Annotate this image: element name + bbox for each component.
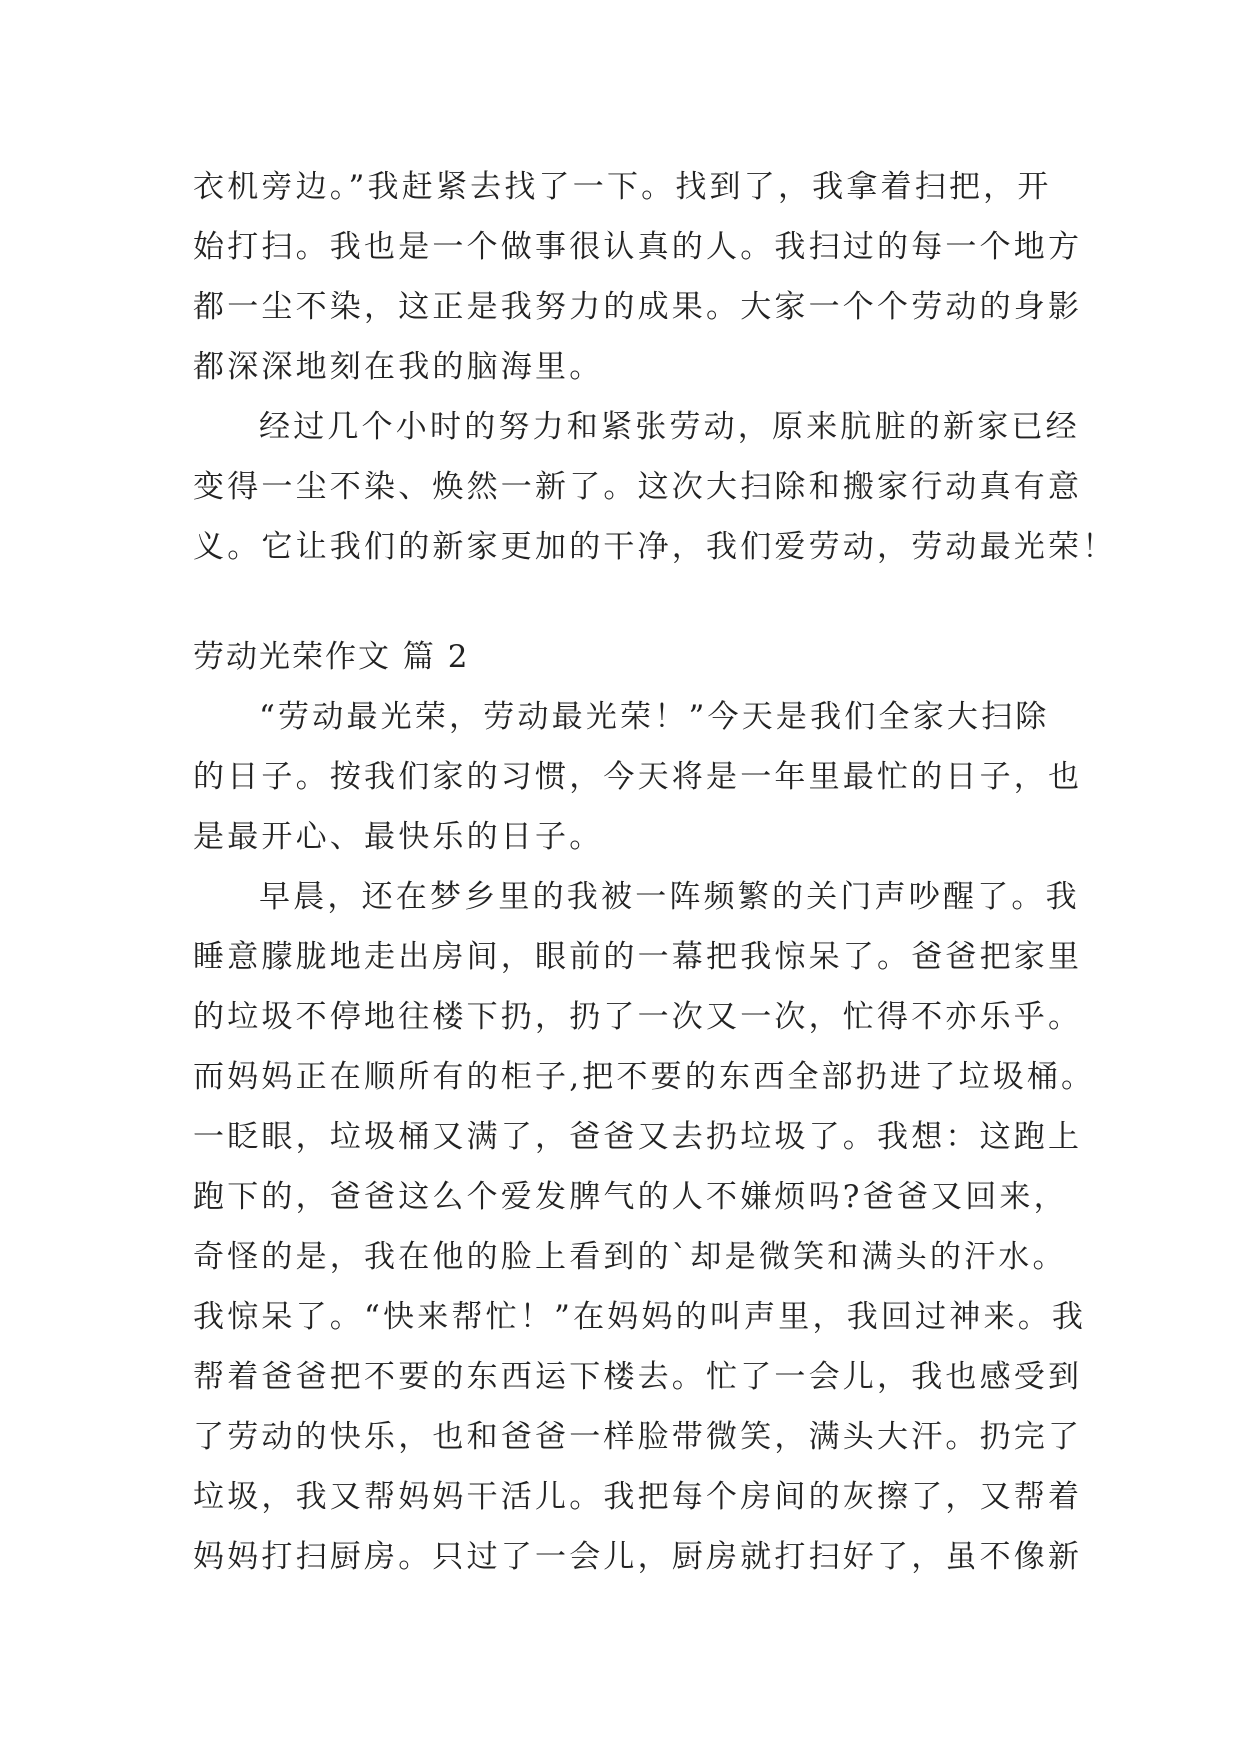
section-heading: 劳动光荣作文 篇 2 bbox=[193, 639, 470, 675]
paragraph-line: 垃圾，我又帮妈妈干活儿。我把每个房间的灰擦了，又帮着 bbox=[193, 1479, 1083, 1515]
paragraph-line: 一眨眼，垃圾桶又满了，爸爸又去扔垃圾了。我想：这跑上 bbox=[193, 1119, 1083, 1155]
paragraph-line: 妈妈打扫厨房。只过了一会儿，厨房就打扫好了，虽不像新 bbox=[193, 1539, 1083, 1575]
paragraph-line: 义。它让我们的新家更加的干净，我们爱劳动，劳动最光荣！ bbox=[193, 529, 1117, 565]
paragraph-line: 的垃圾不停地往楼下扔，扔了一次又一次，忙得不亦乐乎。 bbox=[193, 999, 1083, 1035]
paragraph-line: 跑下的，爸爸这么个爱发脾气的人不嫌烦吗?爸爸又回来， bbox=[193, 1179, 1068, 1215]
paragraph-line: 帮着爸爸把不要的东西运下楼去。忙了一会儿，我也感受到 bbox=[193, 1359, 1083, 1395]
paragraph-line: 早晨，还在梦乡里的我被一阵频繁的关门声吵醒了。我 bbox=[259, 879, 1080, 915]
paragraph-line: “劳动最光荣，劳动最光荣！”今天是我们全家大扫除 bbox=[259, 699, 1050, 735]
essay-section-2 bbox=[193, 687, 1096, 1587]
paragraph-line: 始打扫。我也是一个做事很认真的人。我扫过的每一个地方 bbox=[193, 229, 1083, 265]
paragraph-line: 都深深地刻在我的脑海里。 bbox=[193, 349, 604, 385]
paragraph-line: 经过几个小时的努力和紧张劳动，原来肮脏的新家已经 bbox=[259, 409, 1080, 445]
paragraph-line: 变得一尘不染、焕然一新了。这次大扫除和搬家行动真有意 bbox=[193, 469, 1083, 505]
paragraph-line: 我惊呆了。“快来帮忙！”在妈妈的叫声里，我回过神来。我 bbox=[193, 1299, 1087, 1335]
paragraph-line: 睡意朦胧地走出房间，眼前的一幕把我惊呆了。爸爸把家里 bbox=[193, 939, 1083, 975]
paragraph-line: 奇怪的是，我在他的脸上看到的`却是微笑和满头的汗水。 bbox=[193, 1239, 1067, 1275]
paragraph-line: 衣机旁边。”我赶紧去找了一下。找到了，我拿着扫把，开 bbox=[193, 169, 1052, 205]
paragraph-line: 了劳动的快乐，也和爸爸一样脸带微笑，满头大汗。扔完了 bbox=[193, 1419, 1083, 1455]
essay-section-1 bbox=[193, 157, 1117, 577]
paragraph-line: 而妈妈正在顺所有的柜子,把不要的东西全部扔进了垃圾桶。 bbox=[193, 1059, 1096, 1095]
paragraph-line: 是最开心、最快乐的日子。 bbox=[193, 819, 604, 855]
paragraph-line: 的日子。按我们家的习惯，今天将是一年里最忙的日子，也 bbox=[193, 759, 1083, 795]
paragraph-line: 都一尘不染，这正是我努力的成果。大家一个个劳动的身影 bbox=[193, 289, 1083, 325]
